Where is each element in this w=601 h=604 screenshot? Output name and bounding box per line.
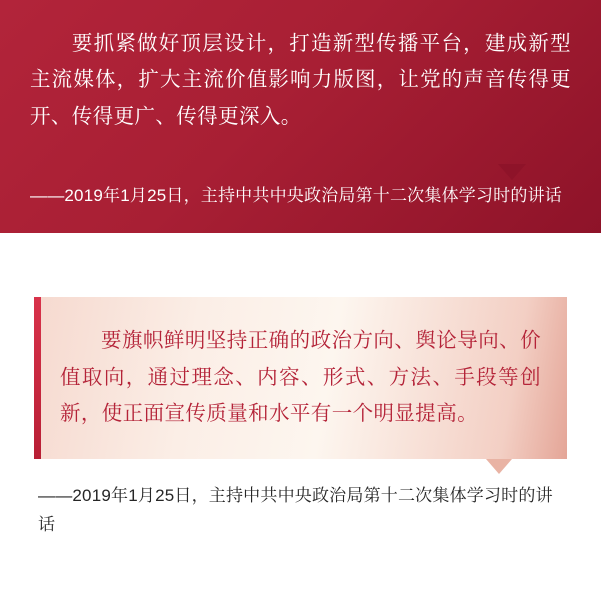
quote-text-bottom <box>34 297 567 458</box>
quote-card-dark <box>0 0 601 233</box>
quote-attribution-top: ——2019年1月25日，主持中共中央政治局第十二次集体学习时的讲话 <box>30 186 562 206</box>
quote-text-bottom-content: 要旗帜鲜明坚持正确的政治方向、舆论导向、价值取向，通过理念、内容、形式、方法、手段等创新，使正面宣传质量和水平有一个明显提高。 <box>60 330 541 426</box>
pointer-triangle-top <box>498 164 526 180</box>
quote-attribution-bottom: ——2019年1月25日，主持中共中央政治局第十二次集体学习时的讲话 <box>38 485 553 535</box>
section-spacer <box>0 233 601 297</box>
quote-text-top-content: 要抓紧做好顶层设计，打造新型传播平台，建成新型主流媒体，扩大主流价值影响力版图，让党的声音传得更开、传得更广、传得更深入。 <box>30 33 571 128</box>
quote-card-light <box>34 297 567 540</box>
quote-text-top <box>0 0 601 165</box>
pointer-triangle-bottom <box>486 459 512 474</box>
